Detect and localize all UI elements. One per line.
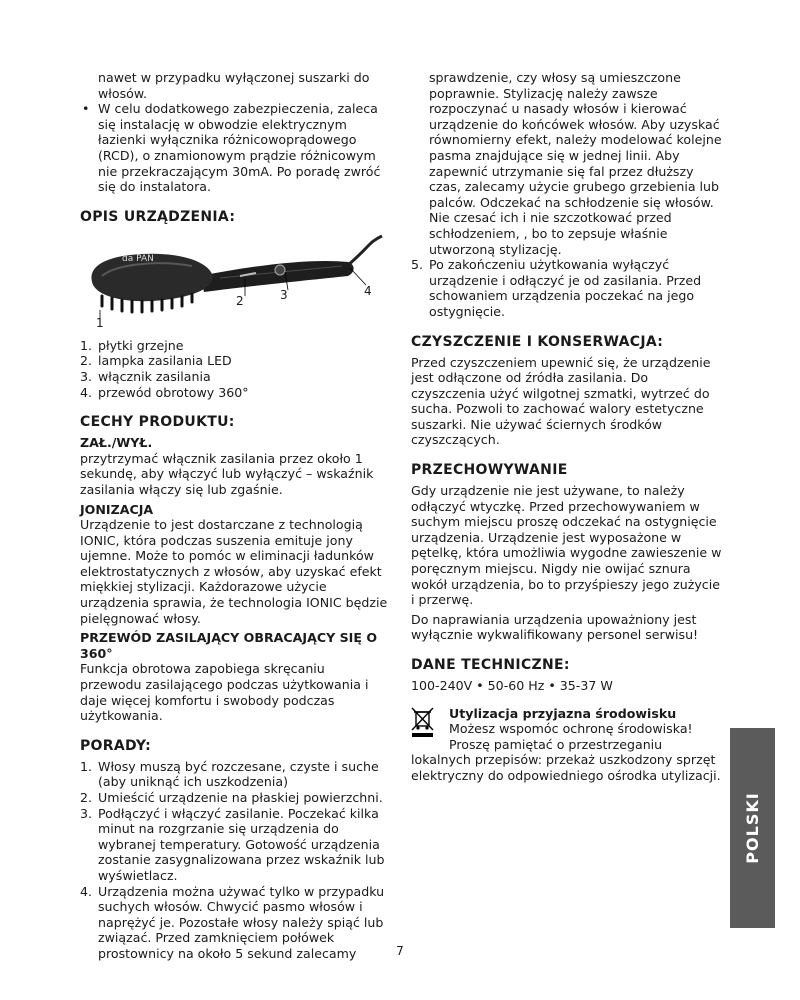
list-item-text: przewód obrotowy 360° bbox=[98, 384, 249, 400]
cechy-heading: CECHY PRODUKTU: bbox=[80, 414, 235, 431]
bullet-mark: • bbox=[82, 101, 90, 117]
list-item bbox=[411, 257, 723, 319]
przewod-text: Funkcja obrotowa zapobiega skręcaniu przewodu zasilającego podczas użytkowania i daje więcej komfortu i swobody podczas użytkowania. bbox=[80, 661, 369, 724]
jonizacja-heading: JONIZACJA bbox=[80, 501, 154, 517]
hair-straightening-brush-illustration bbox=[80, 230, 390, 330]
przechowywanie-heading: PRZECHOWYWANIE bbox=[411, 462, 568, 479]
list-number: 2. bbox=[80, 353, 93, 369]
weee-bin-icon bbox=[411, 706, 435, 738]
list-item bbox=[80, 353, 390, 369]
rcd-bullet bbox=[80, 101, 390, 195]
list-number: 4. bbox=[80, 883, 93, 899]
dane-text: 100-240V • 50-60 Hz • 35-37 W bbox=[411, 678, 613, 693]
list-item bbox=[80, 806, 390, 884]
list-number: 1. bbox=[80, 337, 93, 353]
right-column bbox=[411, 70, 723, 784]
rcd-bullet-text: W celu dodatkowego zabezpieczenia, zaleca się instalację w obwodzie elektrycznym łazienki wyłącznika różnicowoprądowego (RCD), o znamionowym prądzie różnicowym nie przekraczającym 30mA. Po poradę zwróć się do instalatora. bbox=[98, 101, 381, 195]
parts-list bbox=[80, 338, 390, 400]
list-item bbox=[80, 385, 390, 401]
callout-4: 4 bbox=[364, 283, 372, 298]
list-item-text: Po zakończeniu użytkowania wyłączyć urządzenie i odłączyć je od zasilania. Przed schowaniem urządzenia poczekać na jego ostygnięcie. bbox=[429, 257, 702, 319]
list-item-text: Umieścić urządzenie na płaskiej powierzchni. bbox=[98, 790, 383, 805]
serwis-text: Do naprawiania urządzenia upoważniony jest wyłącznie wykwalifikowany personel serwisu! bbox=[411, 611, 699, 643]
porady-list bbox=[80, 759, 390, 962]
opis-heading: OPIS URZĄDZENIA: bbox=[80, 208, 236, 225]
jonizacja-text: Urządzenie to jest dostarczane z technologią IONIC, która podczas suszenia emituje jony ujemne. Może to pomóc w eliminacji ładunków elektrostatycznych z włosów, aby uzyskać efekt miękkiej stylizacji. Każdorazowe użycie urządzenia sprawia, że technologia IONIC będzie pielęgnować włosy. bbox=[80, 517, 388, 626]
list-number: 5. bbox=[411, 257, 424, 273]
list-item-text: Urządzenia można używać tylko w przypadku suchych włosów. Chwycić pasmo włosów i naprężyć je. Pozostałe włosy należy spiąć lub związać. Przed zamknięciem połówek prostownicy na około 5 sekund zalecamy bbox=[98, 883, 385, 961]
intro-continuation: nawet w przypadku wyłączonej suszarki do włosów. bbox=[98, 70, 370, 101]
util-line-1: Możesz wspomóc ochronę środowiska! bbox=[449, 721, 693, 737]
recycling-notice bbox=[411, 706, 723, 784]
callout-1: 1 bbox=[96, 315, 104, 330]
list-item bbox=[80, 369, 390, 385]
list-item-text: włącznik zasilania bbox=[98, 368, 211, 384]
util-rest: lokalnych przepisów: przekaż uszkodzony sprzęt elektryczny do odpowiedniego ośrodka utylizacji. bbox=[411, 752, 721, 783]
dane-heading: DANE TECHNICZNE: bbox=[411, 657, 570, 673]
list-item bbox=[80, 338, 390, 354]
left-column bbox=[80, 70, 390, 962]
brand-logo: da PAN bbox=[122, 253, 154, 264]
przewod-heading: PRZEWÓD ZASILAJĄCY OBRACAJĄCY SIĘ O 360° bbox=[80, 630, 378, 661]
list-number: 4. bbox=[80, 384, 93, 400]
callout-3: 3 bbox=[280, 287, 288, 302]
porady-heading: PORADY: bbox=[80, 737, 151, 754]
list-item bbox=[80, 790, 390, 806]
language-tab bbox=[730, 728, 775, 928]
porady-list-cont bbox=[411, 257, 723, 319]
przechowywanie-text: Gdy urządzenie nie jest używane, to należy odłączyć wtyczkę. Przed przechowywaniem w suchym miejscu proszę odczekać na ostygnięcie urządzenia. Urządzenie jest wyposażone w pętelkę, która umożliwia wygodne zawieszenie w poręcznym miejscu. Nigdy nie owijać sznura wokół urządzenia, bo to przyśpieszy jego zużycie i przerwę. bbox=[411, 483, 722, 608]
list-number: 3. bbox=[80, 368, 93, 384]
list-item-text: Włosy muszą być rozczesane, czyste i suche (aby uniknąć ich uszkodzenia) bbox=[98, 758, 379, 790]
list-number: 1. bbox=[80, 758, 93, 774]
language-tab-label: POLSKI bbox=[742, 792, 762, 864]
list-item-text: lampka zasilania LED bbox=[98, 353, 232, 369]
util-heading: Utylizacja przyjazna środowisku bbox=[449, 705, 677, 721]
porady-continuation: sprawdzenie, czy włosy są umieszczone poprawnie. Stylizację należy zawsze rozpoczynać u nasady włosów i kierować urządzenie do końcówek włosów. Aby uzyskać równomierny efekt, należy modelować kolejne pasma znajdujące się w jednej linii. Aby zapewnić utrzymanie się fal przez dłuższy czas, zalecamy użycie grubego grzebienia lub palców. Odczekać na schłodzenie się włosów. Nie czesać ich i nie szczotkować przed schłodzeniem, , bo to zepsuje właśnie utworzoną stylizację. bbox=[429, 70, 722, 257]
czyszczenie-text: Przed czyszczeniem upewnić się, że urządzenie jest odłączone od źródła zasilania. Do czyszczenia użyć wilgotnej szmatki, wytrzeć do sucha. Pozwoli to zachować walory estetyczne suszarki. Nie używać ściernych środków czyszczących. bbox=[411, 354, 711, 448]
list-number: 2. bbox=[80, 790, 93, 805]
callout-2: 2 bbox=[236, 293, 244, 308]
product-figure bbox=[80, 230, 390, 330]
list-item bbox=[80, 759, 390, 790]
list-item-text: płytki grzejne bbox=[98, 337, 184, 353]
page-number: 7 bbox=[396, 944, 404, 958]
util-line-2: Proszę pamiętać o przestrzeganiu bbox=[449, 736, 663, 752]
list-number: 3. bbox=[80, 805, 93, 821]
zal-text: przytrzymać włącznik zasilania przez około 1 sekundę, aby włączyć lub wyłączyć – wskaźnik zasilania włączy się lub zgaśnie. bbox=[80, 450, 374, 497]
list-item-text: Podłączyć i włączyć zasilanie. Poczekać kilka minut na rozgrzanie się urządzenia do wybranej temperatury. Gotowość urządzenia zostanie zasygnalizowana przez wskaźnik lub wyświetlacz. bbox=[98, 805, 385, 883]
zal-heading: ZAŁ./WYŁ. bbox=[80, 435, 153, 451]
czyszczenie-heading: CZYSZCZENIE I KONSERWACJA: bbox=[411, 333, 664, 350]
